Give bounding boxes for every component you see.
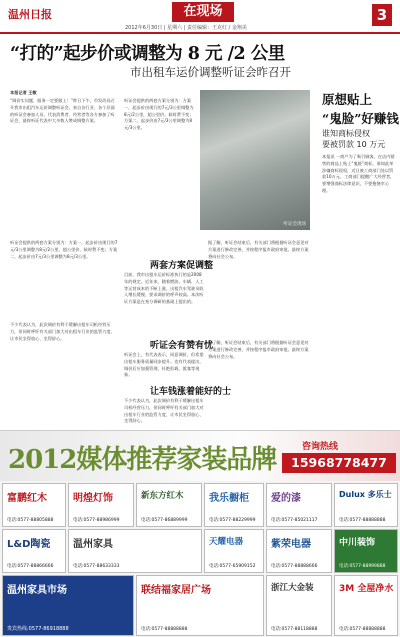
hearing-photo	[200, 90, 310, 230]
section-title-3: 让车钱涨着能好的士	[150, 387, 232, 397]
sidebar-title-2: “鬼脸”好赚钱	[322, 111, 399, 126]
newspaper-logo: 温州日报	[8, 8, 52, 21]
ad-cell: 中川装饰 电话:0577-88999888	[334, 529, 398, 573]
ad-cell: Dulux 多乐士 电话:0577-88888888	[334, 483, 398, 527]
section-title: 在现场	[172, 2, 234, 22]
section-text-3: 不少代表认为，此次调价有利于缓解出租车司机经营压力，但同时呼吁有关部门加大对出租车行业的监管力度，让市民坐得放心、坐得舒心。	[124, 398, 204, 424]
ad-title: 2012媒体推荐家装品牌	[8, 445, 277, 475]
article-para-1: “调价实问题，服务一定要跟上！”昨日下午，市发改局召开我市出租汽车运价调整听证会。来自各行业、各个层面的听证会参加人员，代表消费者、经营者等各方参加了听证会，最终听证代表中大多数人赞成调整方案。	[10, 98, 115, 124]
ad-cell: 浙江大金装 电话:0577-88118888	[266, 575, 332, 636]
ad-cell: 紫荣电器 电话:0577-88888666	[266, 529, 332, 573]
section-text-1: 目前，我市出租车运价标准执行的是2008年的规定。近年来，随着燃油、车辆、人工等运营成本的不断上涨，出租汽车驾驶员收入增长缓慢，要求调价的呼声较高。本次听证方案是在充分调研的基础上提出的。	[124, 272, 204, 305]
ad-cell: 爱的漆 电话:0577-85021117	[266, 483, 332, 527]
ad-header	[0, 431, 400, 481]
ad-phone: 15968778477	[282, 453, 396, 473]
sidebar-title-1: 原想贴上	[322, 92, 373, 107]
sidebar-sub-2: 要被罚款 10 万元	[322, 140, 386, 149]
section-title-2: 听证会有赞有忧	[150, 341, 214, 351]
ad-cell: 温州家具 电话:0577-88633333	[68, 529, 202, 573]
ad-cell: 明煌灯饰 电话:0577-88986999	[68, 483, 134, 527]
ad-phone-label: 咨询热线	[302, 442, 339, 452]
ad-cell: 联结福家居广场 电话:0577-88888888	[136, 575, 264, 636]
sidebar-text: 本报讯 一商户为了吸引顾客，在店内销售的商品上贴上“鬼脸”商标，谁知此举涉嫌商标侵权，近日被工商部门处以罚款10万元。工商部门提醒广大经营者，要增强商标法律意识，不要抱侥幸心理。	[322, 154, 395, 193]
article-para-3: 不少代表认为，此次调价有利于缓解出租车司机经营压力，但同时呼吁有关部门加大对出租车行业的监管力度，让市民坐得放心、坐得舒心。	[10, 322, 115, 341]
section-text-1b: 据了解，听证会结束后，有关部门将根据听证会意见对方案进行修改完善，并按程序报市政府审批。最终方案将向社会公布。	[208, 240, 309, 259]
article-col3-text: 据了解，听证会结束后，有关部门将根据听证会意见对方案进行修改完善，并按程序报市政府审批。最终方案将向社会公布。	[208, 340, 309, 359]
byline: 本报记者 王敏	[10, 90, 37, 95]
section-title-1: 两套方案促调整	[150, 261, 214, 271]
ad-cell: 温州家具市场 贵宾热线:0577-86918888	[2, 575, 134, 636]
photo-caption: 听证会现场	[283, 222, 306, 227]
ad-cell: 新东方红木 电话:0577-86889999	[136, 483, 202, 527]
ad-cell: L&D陶瓷 电话:0577-88866666	[2, 529, 66, 573]
article-col2-text: 听证会提供的两套方案分别为：方案一，起步价由现行的7元/3公里调整为8元/2公里，超公里价、候时费不变；方案二，起步价由7元/3公里调整为8元/3公里。	[124, 98, 194, 131]
page-number: 3	[372, 4, 392, 26]
ad-cell: 我乐橱柜 电话:0577-88229999	[204, 483, 264, 527]
masthead	[0, 0, 400, 34]
issue-info: 2012年6月30日 | 星期六 | 责任编辑：王克红 / 金翔美	[125, 25, 247, 31]
ad-cell: 天耀电器 电话:0577-65909152	[204, 529, 264, 573]
article-para-2: 听证会提供的两套方案分别为：方案一，起步价由现行的7元/3公里调整为8元/2公里，超公里价、候时费不变；方案二，起步价由7元/3公里调整为8元/3公里。	[10, 240, 118, 259]
article-subhead: 市出租车运价调整听证会昨召开	[130, 65, 291, 79]
home-decor-ad	[0, 430, 400, 637]
sidebar-sub-1: 谁知商标侵权	[322, 129, 370, 138]
ad-cell: 富鹏红木 电话:0577-88805888	[2, 483, 66, 527]
section-text-2: 听证会上，有代表表示，同意调价，但希望出租车服务质量同步提升。也有代表提出，调价后应加强管理，杜绝拒载、挑客等现象。	[124, 352, 204, 378]
article-headline: “打的”起步价或调整为 8 元 /2 公里	[10, 44, 285, 64]
ad-cell: 3M 全屋净水 电话:0577-88888888	[334, 575, 398, 636]
